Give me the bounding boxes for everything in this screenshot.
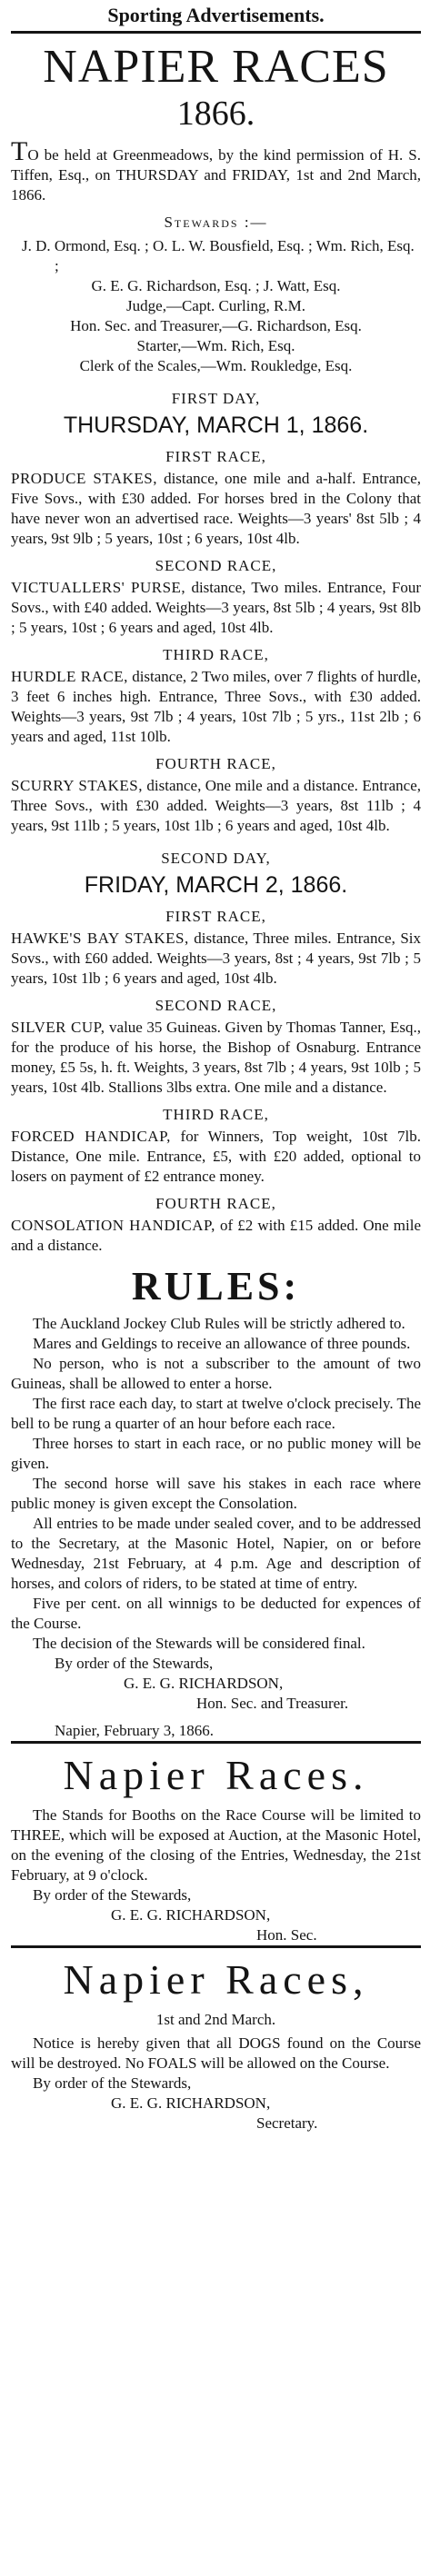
- dateline: Napier, February 3, 1866.: [55, 1722, 214, 1739]
- section-divider: [11, 1741, 421, 1744]
- race-details: distance, Two miles. Entrance, Four Sovs., with £40 added. Weights—3 years, 8st 5lb ; 4 years, 9st 8lb ; 5 years, 10st ; 6 years and aged, 10st 4lb.: [11, 579, 422, 636]
- signatory-title: Hon. Sec. and Treasurer.: [196, 1695, 349, 1712]
- officials-line: G. E. G. Richardson, Esq. ; J. Watt, Esq.: [91, 277, 341, 294]
- race-name: HURDLE RACE,: [11, 668, 128, 685]
- rule-item: The first race each day, to start at twelve o'clock precisely. The bell to be rung a quarter of an hour before each race.: [11, 1395, 421, 1432]
- race-details: distance, 2 Two miles, over 7 flights of hurdle, 3 feet 6 inches high. Entrance, Three Sovs., with £30 added. Weights—3 years, 9st 7lb ; 4 years, 10st 7lb ; 5 yrs., 11st 2lb ; 6 years and aged, 11st 10lb.: [11, 668, 421, 745]
- race-name: SCURRY STAKES,: [11, 777, 143, 794]
- officials-line: Hon. Sec. and Treasurer,—G. Richardson, Esq.: [70, 317, 362, 334]
- signatory: G. E. G. RICHARDSON,: [124, 1675, 284, 1692]
- ad-title: NAPIER RACES: [43, 41, 389, 93]
- rules-section: [11, 1265, 421, 1741]
- race-details: distance, Three miles. Entrance, Six Sovs., with £60 added. Weights—3 years, 8st ; 4 years, 9st 7lb ; 5 years, 10st 1lb ; 6 years and aged, 10st 4lb.: [11, 930, 421, 987]
- race-entry: [11, 1105, 421, 1187]
- section-title: Sporting Advertisements.: [107, 4, 325, 26]
- section-divider: [11, 1945, 421, 1948]
- race-entry: [11, 996, 421, 1098]
- notice-body: Notice is hereby given that all DOGS found on the Course will be destroyed. No FOALS will be allowed on the Course.: [11, 2034, 421, 2072]
- ad-intro: TO be held at Greenmeadows, by the kind permission of H. S. Tiffen, Esq., on THURSDAY and FRIDAY, 1st and 2nd March, 1866.: [11, 136, 421, 204]
- race-entry: [11, 447, 421, 549]
- signatory: G. E. G. RICHARDSON,: [111, 1906, 271, 1924]
- race-day: [11, 849, 421, 1256]
- rule-item: The second horse will save his stakes in each race where public money is given except the Consolation.: [11, 1475, 421, 1512]
- race-number: FIRST RACE,: [165, 908, 266, 925]
- race-number: FIRST RACE,: [165, 448, 266, 465]
- order-line: By order of the Stewards,: [55, 1655, 214, 1672]
- race-entry: [11, 907, 421, 989]
- rule-item: The decision of the Stewards will be considered final.: [33, 1635, 365, 1652]
- race-number: FOURTH RACE,: [155, 755, 276, 772]
- race-details: distance, One mile and a distance. Entrance, Three Sovs., with £30 added. Weights—3 years, 8st 11lb ; 4 years, 9st 11lb ; 5 years, 10st 1lb ; 6 years and aged, 10st 4lb.: [11, 777, 421, 834]
- stewards-heading: Stewards :—: [164, 214, 268, 231]
- race-day: [11, 389, 421, 836]
- signatory-title: Hon. Sec.: [256, 1926, 317, 1944]
- race-name: PRODUCE STAKES,: [11, 470, 158, 487]
- notice-body: The Stands for Booths on the Race Course will be limited to THREE, which will be exposed at Auction, at the Masonic Hotel, on the evening of the closing of the Entries, Wednesday, the 21st February, at 9 o'clock.: [11, 1806, 421, 1884]
- race-number: THIRD RACE,: [163, 646, 269, 663]
- day-date: THURSDAY, MARCH 1, 1866.: [63, 413, 369, 438]
- main-advertisement: [11, 41, 421, 1256]
- officials-line: J. D. Ormond, Esq. ; O. L. W. Bousfield, Esq. ; Wm. Rich, Esq. ;: [22, 237, 415, 274]
- order-line: By order of the Stewards,: [33, 1886, 192, 1904]
- notice-title: Napier Races.: [63, 1752, 369, 1798]
- officials-line: Judge,—Capt. Curling, R.M.: [126, 297, 305, 314]
- race-entry: [11, 1194, 421, 1256]
- race-entry: [11, 754, 421, 836]
- signatory-title: Secretary.: [256, 2114, 318, 2132]
- race-number: FOURTH RACE,: [155, 1195, 276, 1212]
- booth-notice: [11, 1751, 421, 1945]
- race-number: THIRD RACE,: [163, 1106, 269, 1123]
- race-entry: [11, 556, 421, 638]
- rule-item: No person, who is not a subscriber to the amount of two Guineas, shall be allowed to enter a horse.: [11, 1355, 421, 1392]
- race-details: distance, one mile and a-half. Entrance, Five Sovs., with £30 added. For horses bred in the Colony that have never won an advertised race. Weights—3 years' 8st 5lb ; 4 years, 9st 9lb ; 5 years, 10st ; 6 years, 10st 4lb.: [11, 470, 422, 547]
- officials-line: Starter,—Wm. Rich, Esq.: [136, 337, 295, 354]
- rule-item: The Auckland Jockey Club Rules will be strictly adhered to.: [33, 1315, 405, 1332]
- rule-item: Three horses to start in each race, or no public money will be given.: [11, 1435, 421, 1472]
- race-name: SILVER CUP,: [11, 1019, 105, 1036]
- race-name: VICTUALLERS' PURSE,: [11, 579, 186, 596]
- day-date: FRIDAY, MARCH 2, 1866.: [84, 872, 348, 898]
- notice-subtitle: 1st and 2nd March.: [155, 2011, 276, 2028]
- race-name: CONSOLATION HANDICAP,: [11, 1217, 215, 1234]
- race-name: HAWKE'S BAY STAKES,: [11, 930, 189, 947]
- day-label: SECOND DAY,: [161, 850, 271, 867]
- rule-item: Five per cent. on all winnigs to be deducted for expences of the Course.: [11, 1595, 421, 1632]
- day-label: FIRST DAY,: [171, 390, 261, 407]
- dog-notice: [11, 1955, 421, 2133]
- race-details: value 35 Guineas. Given by Thomas Tanner, Esq., for the produce of his horse, the Bishop of Osnaburg. Entrance money, £5 5s, h. ft. Weights, 3 years, 8st 7lb ; 4 years, 9st 10lb ; 5 years, 10st 4lb. Stallions 3lbs extra. One mile and a distance.: [11, 1019, 421, 1096]
- rule-item: All entries to be made under sealed cover, and to be addressed to the Secretary, at the Masonic Hotel, Napier, on or before Wednesday, 21st February, at 4 p.m. Age and description of horses, and colors of riders, to be stated at time of entry.: [11, 1515, 421, 1592]
- officials-list: [11, 236, 421, 376]
- race-number: SECOND RACE,: [155, 997, 277, 1014]
- race-entry: [11, 645, 421, 747]
- race-name: FORCED HANDICAP,: [11, 1128, 171, 1145]
- signatory: G. E. G. RICHARDSON,: [111, 2094, 271, 2112]
- top-rule: [11, 31, 421, 34]
- race-details: of £2 with £15 added. One mile and a distance.: [11, 1217, 422, 1254]
- notice-title: Napier Races,: [63, 1956, 369, 2003]
- order-line: By order of the Stewards,: [33, 2074, 192, 2092]
- rule-item: Mares and Geldings to receive an allowance of three pounds.: [33, 1335, 411, 1352]
- rules-heading: RULES:: [131, 1264, 301, 1308]
- ad-year: 1866.: [176, 94, 255, 133]
- race-number: SECOND RACE,: [155, 557, 277, 574]
- race-details: for Winners, Top weight, 10st 7lb. Distance, One mile. Entrance, £5, with £20 added, optional to losers on payment of £2 entrance money.: [11, 1128, 422, 1185]
- officials-line: Clerk of the Scales,—Wm. Roukledge, Esq.: [79, 357, 353, 374]
